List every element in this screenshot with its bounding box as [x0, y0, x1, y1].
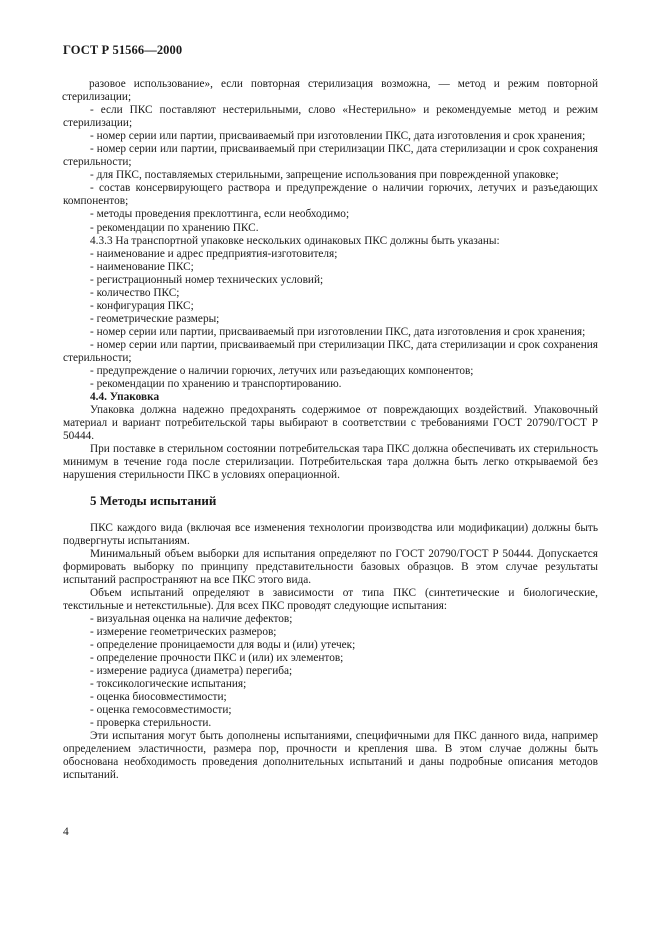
paragraph: - определение прочности ПКС и (или) их элементов; [90, 651, 344, 664]
document-body [62, 78, 598, 782]
paragraph: - рекомендации по хранению и транспортированию. [90, 378, 342, 391]
paragraph: - предупреждение о наличии горючих, летучих или разъедающих компонентов; [90, 365, 474, 378]
paragraph: - методы проведения преклоттинга, если необходимо; [90, 208, 350, 221]
subsection-heading: 4.4. Упаковка [90, 391, 160, 404]
paragraph: - измерение геометрических размеров; [90, 625, 277, 638]
paragraph: - для ПКС, поставляемых стерильными, запрещение использования при поврежденной упаковке; [90, 169, 559, 182]
page-number: 4 [63, 826, 69, 838]
paragraph: - проверка стерильности. [90, 717, 212, 730]
paragraph: - номер серии или партии, присваиваемый при изготовлении ПКС, дата изготовления и срок хранения; [90, 325, 586, 338]
document-header: ГОСТ Р 51566—2000 [63, 43, 183, 57]
paragraph: - номер серии или партии, присваиваемый при стерилизации ПКС, дата стерилизации и срок сохранения стерильности; [63, 338, 598, 364]
paragraph: - оценка биосовместимости; [90, 691, 227, 704]
paragraph: Упаковка должна надежно предохранять содержимое от повреждающих воздействий. Упаковочный материал и вариант потребительской тары выбирают в соответствии с требованиями ГОСТ 20790/ГОСТ Р 50444. [63, 404, 598, 443]
paragraph: - визуальная оценка на наличие дефектов; [90, 612, 293, 625]
paragraph: ПКС каждого вида (включая все изменения технологии производства или модификации) должны быть подвергнуты испытаниям. [63, 521, 598, 547]
paragraph-continuation: разовое использование», если повторная стерилизация возможна, — метод и режим повторной стерилизации; [62, 78, 598, 104]
paragraph: - регистрационный номер технических условий; [90, 273, 324, 286]
paragraph: - геометрические размеры; [90, 312, 220, 325]
paragraph: - наименование ПКС; [90, 260, 194, 273]
paragraph: - измерение радиуса (диаметра) перегиба; [90, 665, 293, 678]
paragraph: Минимальный объем выборки для испытания определяют по ГОСТ 20790/ГОСТ Р 50444. Допускается формировать выборку по принципу представительности базовых образцов. В этом случае результаты испытаний распространяют на все ПКС этого вида. [63, 547, 598, 586]
paragraph: Эти испытания могут быть дополнены испытаниями, специфичными для ПКС данного вида, например определением эластичности, размера пор, прочности и крепления шва. В этом случае должны быть обоснована необходимость проведения дополнительных испытаний и даны подробные описания методов испытаний. [63, 730, 598, 782]
paragraph: - конфигурация ПКС; [90, 299, 194, 312]
paragraph: - состав консервирующего раствора и предупреждение о наличии горючих, летучих и разъедающих компонентов; [63, 182, 598, 208]
paragraph: - наименование и адрес предприятия-изготовителя; [90, 247, 338, 260]
paragraph: - если ПКС поставляют нестерильными, слово «Нестерильно» и рекомендуемые метод и режим стерилизации; [63, 104, 598, 130]
paragraph: Объем испытаний определяют в зависимости от типа ПКС (синтетические и биологические, текстильные и нетекстильные). Для всех ПКС проводят следующие испытания: [63, 586, 598, 612]
paragraph: При поставке в стерильном состоянии потребительская тара ПКС должна обеспечивать их стерильность минимум в течение года после стерилизации. Потребительская тара должна быть легко открываемой без нарушения стерильности ПКС в условиях операционной. [63, 443, 598, 482]
paragraph: - токсикологические испытания; [90, 678, 247, 691]
paragraph: - номер серии или партии, присваиваемый при стерилизации ПКС, дата стерилизации и срок сохранения стерильности; [63, 143, 598, 169]
paragraph: - определение проницаемости для воды и (или) утечек; [90, 638, 356, 651]
section-heading: 5 Методы испытаний [90, 493, 217, 509]
paragraph: 4.3.3 На транспортной упаковке нескольких одинаковых ПКС должны быть указаны: [90, 234, 500, 247]
paragraph: - рекомендации по хранению ПКС. [90, 221, 259, 234]
paragraph: - количество ПКС; [90, 286, 180, 299]
paragraph: - оценка гемосовместимости; [90, 704, 232, 717]
paragraph: - номер серии или партии, присваиваемый при изготовлении ПКС, дата изготовления и срок хранения; [90, 130, 586, 143]
